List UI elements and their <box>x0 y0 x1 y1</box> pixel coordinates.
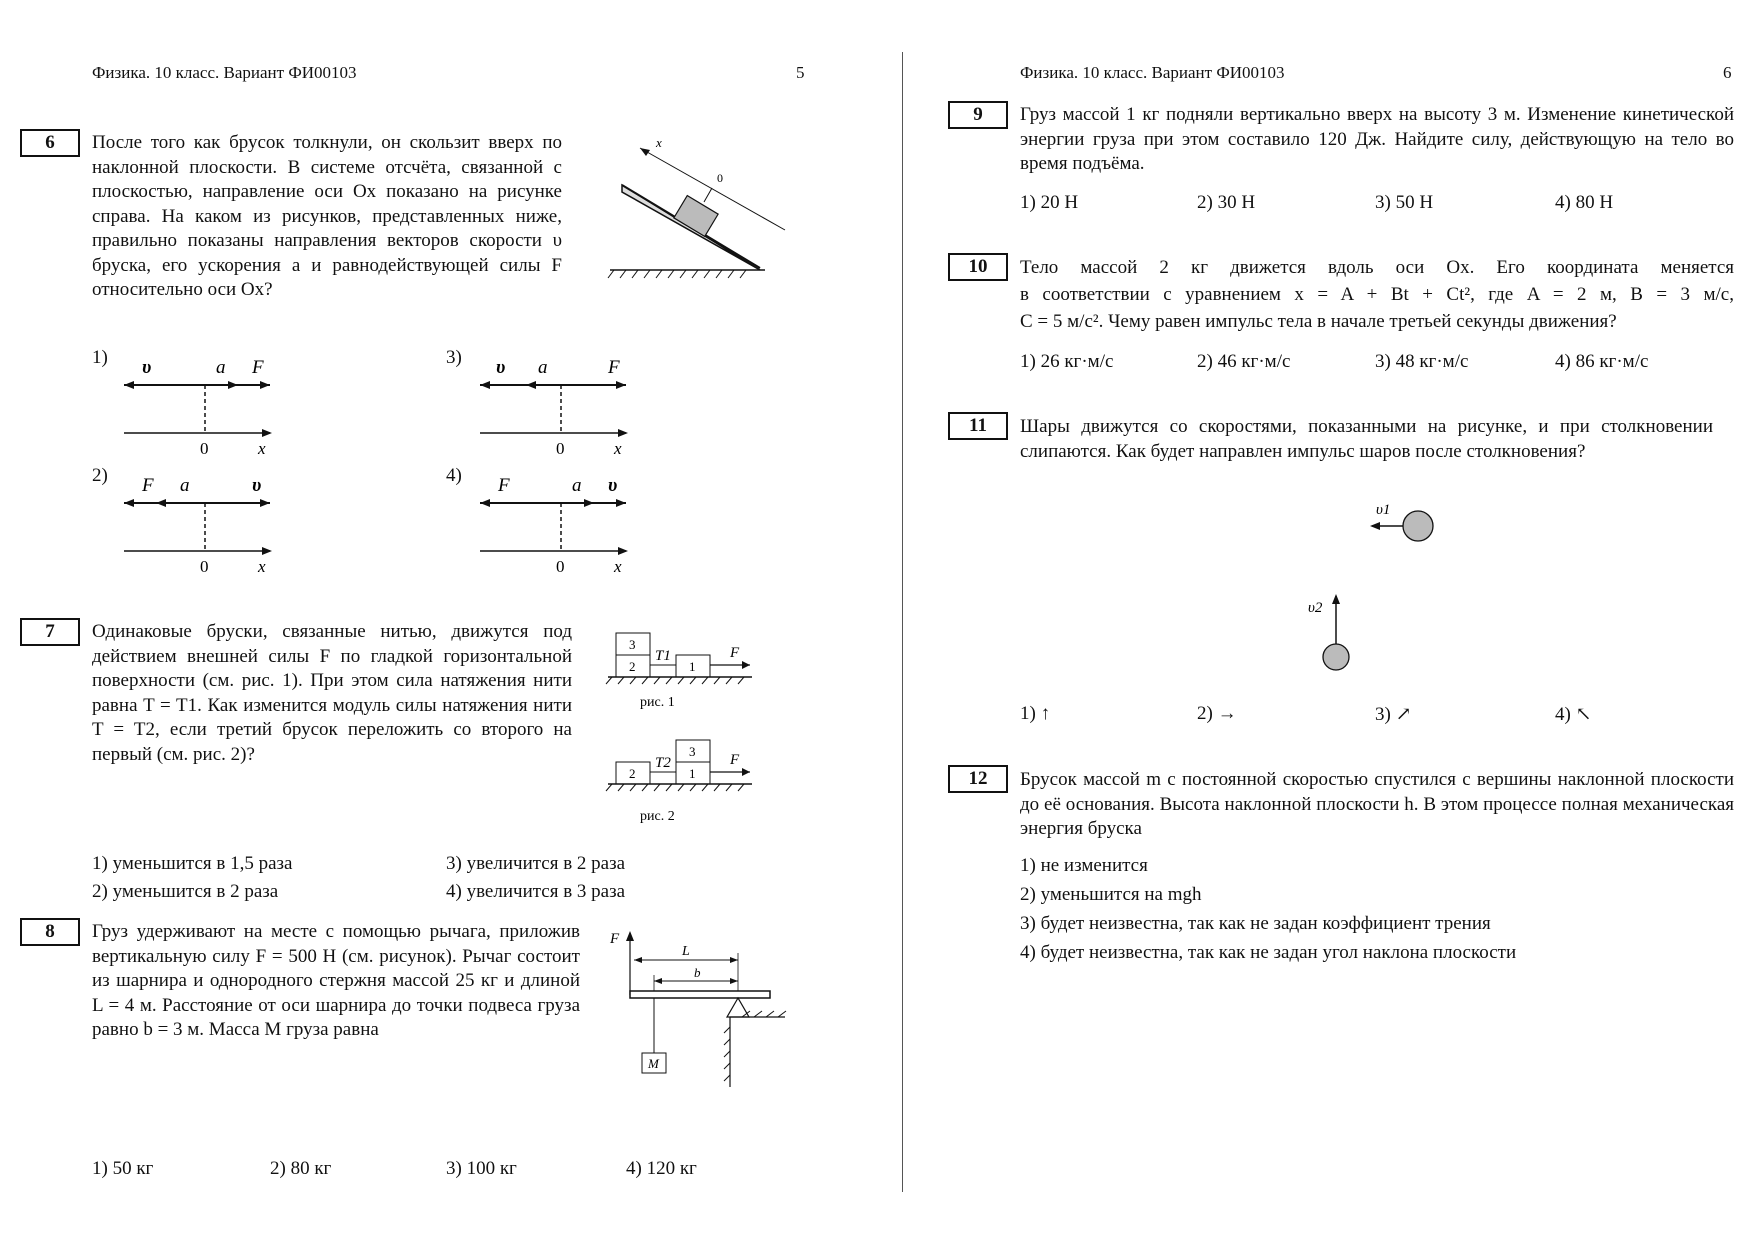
q9-option-4[interactable]: 4) 80 Н <box>1555 192 1614 213</box>
question-10-line-2: в соответствии с уравнением x = A + Bt + Ct², где A = 2 м, B = 3 м/с, <box>1020 284 1734 305</box>
q6-opt3-x: x <box>614 439 622 458</box>
left-page-number: 5 <box>796 63 805 82</box>
q6-opt4-a: a <box>572 475 582 496</box>
q8-option-1[interactable]: 1) 50 кг <box>92 1158 154 1179</box>
q6-opt2-x: x <box>258 557 266 576</box>
q7-option-1[interactable]: 1) уменьшится в 1,5 раза <box>92 853 293 874</box>
q7-fig2-caption: рис. 2 <box>640 809 675 824</box>
q6-option-1-diagram[interactable] <box>120 345 280 460</box>
q6-option-1-label[interactable]: 1) <box>92 347 108 368</box>
q7-fig1-block-1: 1 <box>689 659 696 674</box>
q10-option-4[interactable]: 4) 86 кг·м/с <box>1555 351 1649 372</box>
q7-option-2[interactable]: 2) уменьшится в 2 раза <box>92 881 279 902</box>
q11-option-4[interactable]: 4) ↖ <box>1555 704 1592 725</box>
right-page-number: 6 <box>1723 63 1732 82</box>
q7-figure-2 <box>600 738 760 828</box>
q7-fig2-block-2: 2 <box>629 766 636 781</box>
q6-option-3-diagram[interactable] <box>476 345 636 460</box>
q8-option-3[interactable]: 3) 100 кг <box>446 1158 517 1179</box>
q6-opt3-zero: 0 <box>556 439 565 458</box>
q6-option-2-label[interactable]: 2) <box>92 465 108 486</box>
q9-option-2[interactable]: 2) 30 Н <box>1197 192 1256 213</box>
q7-option-4[interactable]: 4) увеличится в 3 раза <box>446 881 626 902</box>
question-11-number: 11 <box>948 412 1008 440</box>
question-9-number: 9 <box>948 101 1008 129</box>
question-11-text: Шары движутся со скоростями, показанными на рисунке, и при столкновении слипаются. Как будет направлен импульс шаров после столкновения? <box>1020 416 1713 462</box>
q11-v2-label: υ2 <box>1308 600 1323 616</box>
q6-option-4-diagram[interactable] <box>476 463 636 578</box>
q6-option-4-label[interactable]: 4) <box>446 465 462 486</box>
q12-option-1[interactable]: 1) не изменится <box>1020 855 1148 876</box>
question-12-text: Брусок массой m с постоянной скоростью спустился с вершины наклонной плоскости до её основания. Высота наклонной плоскости h. В этом процессе полная механическая энергия бруска <box>1020 769 1734 839</box>
question-6-text: После того как брусок толкнули, он скользит вверх по наклонной плоскости. В системе отсчёта, связанной с плоскостью, направление оси Ox показано на рисунке справа. На каком из рисунков, представленных ниже, правильно показаны направления векторов скорости υ бруска, его ускорения a и равнодействующей силы F относительно оси Ox? <box>92 132 562 300</box>
q6-opt3-f: F <box>608 357 620 378</box>
q8-fig-length: L <box>682 944 690 959</box>
question-10-line-1: Тело массой 2 кг движется вдоль оси Ox. Его координата меняется <box>1020 257 1734 278</box>
q10-option-3[interactable]: 3) 48 кг·м/с <box>1375 351 1469 372</box>
q9-option-3[interactable]: 3) 50 Н <box>1375 192 1434 213</box>
q6-option-2-diagram[interactable] <box>120 463 280 578</box>
q8-option-2[interactable]: 2) 80 кг <box>270 1158 332 1179</box>
q12-option-2[interactable]: 2) уменьшится на mgh <box>1020 884 1202 905</box>
q8-option-4[interactable]: 4) 120 кг <box>626 1158 697 1179</box>
question-8-text: Груз удерживают на месте с помощью рычага, приложив вертикальную силу F = 500 Н (см. рисунок). Рычаг состоит из шарнира и однородного стержня массой 25 кг и длиной L = 4 м. Расстояние от оси шарнира до точки подвеса груза равно b = 3 м. Масса M груза равна <box>92 921 580 1040</box>
q6-incline-figure <box>600 130 800 280</box>
question-10-line-3: C = 5 м/с². Чему равен импульс тела в начале третьей секунды движения? <box>1020 311 1617 332</box>
question-9-text: Груз массой 1 кг подняли вертикально вверх на высоту 3 м. Изменение кинетической энергии груза при этом составило 120 Дж. Найдите силу, действующую на тело во время подъёма. <box>1020 104 1734 174</box>
question-8-number: 8 <box>20 918 80 946</box>
q11-option-2[interactable]: 2) → <box>1197 703 1237 724</box>
q7-option-3[interactable]: 3) увеличится в 2 раза <box>446 853 626 874</box>
q10-option-1[interactable]: 1) 26 кг·м/с <box>1020 351 1114 372</box>
question-6-number: 6 <box>20 129 80 157</box>
q6-opt4-f: F <box>498 475 510 496</box>
q11-option-1[interactable]: 1) ↑ <box>1020 703 1051 724</box>
left-header: Физика. 10 класс. Вариант ФИ00103 <box>92 63 357 82</box>
q6-opt1-zero: 0 <box>200 439 209 458</box>
q11-option-3[interactable]: 3) ↗ <box>1375 704 1412 725</box>
q6-opt2-a: a <box>180 475 190 496</box>
q7-fig1-caption: рис. 1 <box>640 695 675 710</box>
q7-fig1-block-2: 2 <box>629 659 636 674</box>
q12-option-4[interactable]: 4) будет неизвестна, так как не задан угол наклона плоскости <box>1020 942 1517 963</box>
q9-option-1[interactable]: 1) 20 Н <box>1020 192 1079 213</box>
q8-fig-dist: b <box>694 965 701 980</box>
q7-fig1-t1: T1 <box>655 648 671 664</box>
q6-opt4-zero: 0 <box>556 557 565 576</box>
q7-fig1-block-3: 3 <box>629 637 636 652</box>
q6-opt2-v: υ <box>252 475 262 496</box>
question-7-number: 7 <box>20 618 80 646</box>
q6-opt1-a: a <box>216 357 226 378</box>
q10-option-2[interactable]: 2) 46 кг·м/с <box>1197 351 1291 372</box>
q6-opt3-a: a <box>538 357 548 378</box>
question-7-text: Одинаковые бруски, связанные нитью, движутся под действием внешней силы F по гладкой горизонтальной поверхности (см. рис. 1). При этом сила натяжения нити равна T = T1. Как изменится модуль силы натяжения нити T = T2, если третий брусок переложить со второго на первый (см. рис. 2)? <box>92 621 572 765</box>
q6-opt1-f: F <box>252 357 264 378</box>
q11-balls-figure <box>1300 490 1460 680</box>
q6-opt4-v: υ <box>608 475 618 496</box>
q7-fig2-block-3: 3 <box>689 744 696 759</box>
q7-fig2-t2: T2 <box>655 755 671 771</box>
q11-v1-label: υ1 <box>1376 502 1391 518</box>
q7-fig1-f: F <box>730 645 740 661</box>
q12-option-3[interactable]: 3) будет неизвестна, так как не задан коэффициент трения <box>1020 913 1491 934</box>
right-header: Физика. 10 класс. Вариант ФИ00103 <box>1020 63 1285 82</box>
q6-fig-axis-x: x <box>656 135 662 150</box>
q7-figure-1 <box>600 625 760 715</box>
page-divider <box>902 52 903 1192</box>
q7-fig2-f: F <box>730 752 740 768</box>
q8-lever-figure <box>600 925 800 1095</box>
q7-fig2-block-1: 1 <box>689 766 696 781</box>
q6-opt3-v: υ <box>496 357 506 378</box>
q6-opt4-x: x <box>614 557 622 576</box>
q6-option-3-label[interactable]: 3) <box>446 347 462 368</box>
question-12-number: 12 <box>948 765 1008 793</box>
q8-fig-mass: M <box>648 1056 659 1071</box>
q6-opt1-x: x <box>258 439 266 458</box>
q8-fig-force: F <box>610 931 620 947</box>
question-10-number: 10 <box>948 253 1008 281</box>
q6-opt1-v: υ <box>142 357 152 378</box>
q6-opt2-f: F <box>142 475 154 496</box>
q6-fig-axis-zero: 0 <box>717 171 723 185</box>
q6-opt2-zero: 0 <box>200 557 209 576</box>
